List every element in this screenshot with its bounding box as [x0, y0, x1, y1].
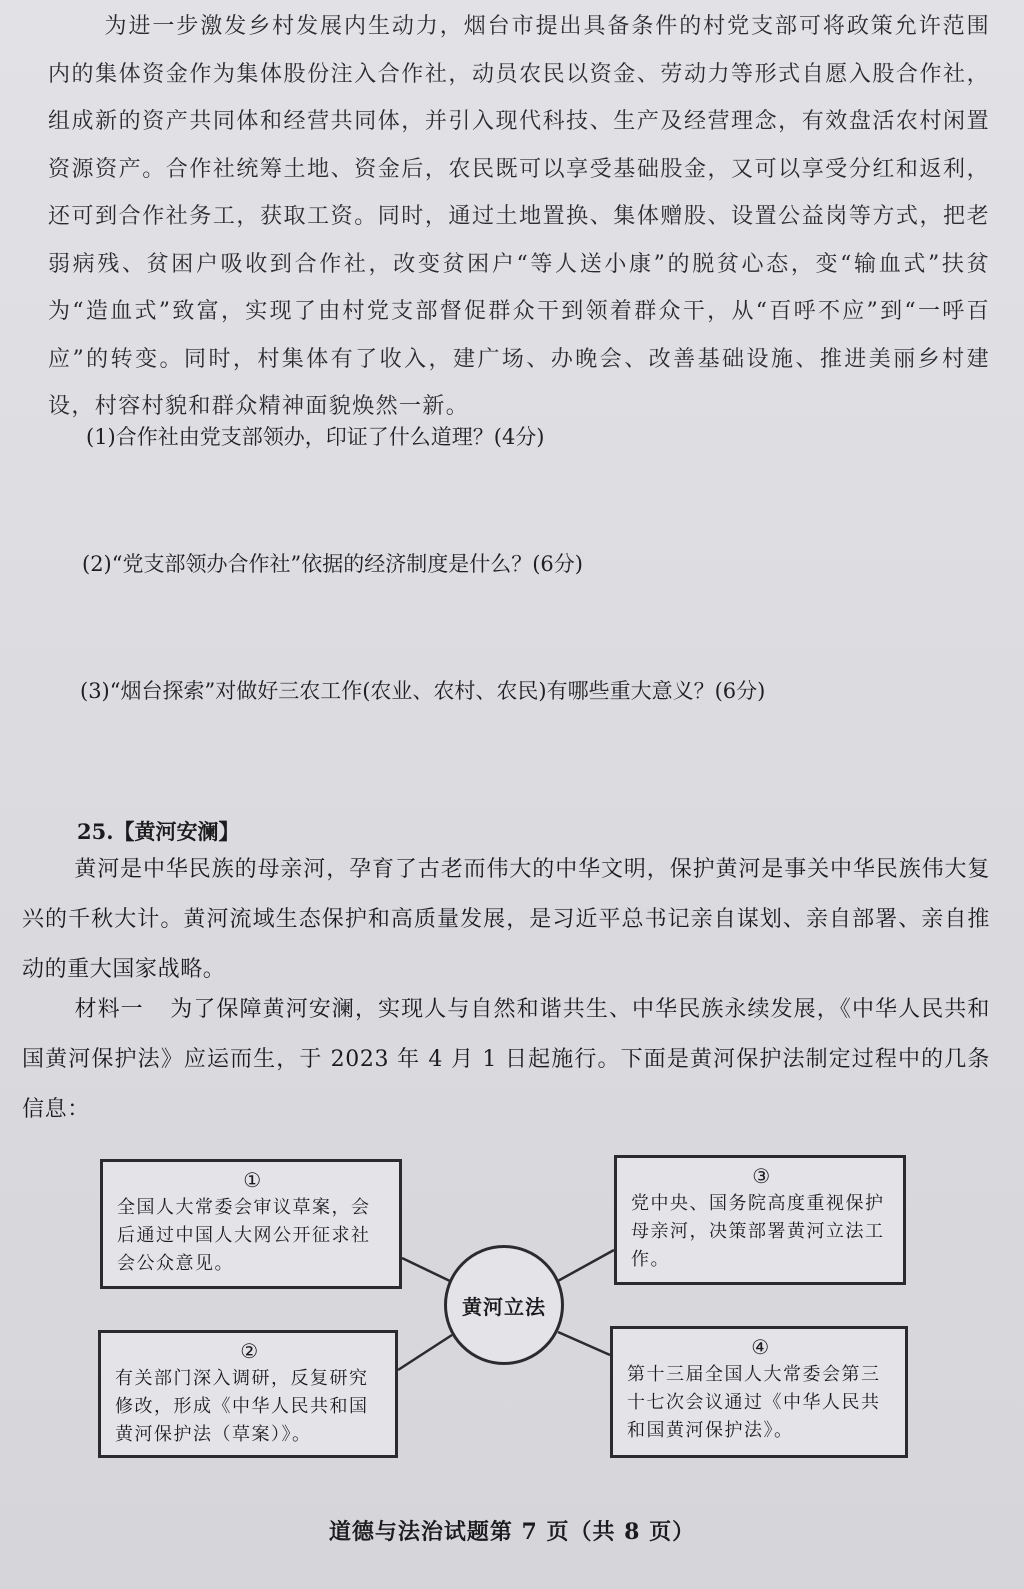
section-heading — [77, 816, 240, 846]
connector-3 — [556, 1250, 614, 1282]
diagram-box-4 — [610, 1326, 908, 1458]
section-intro-text: 黄河是中华民族的母亲河，孕育了古老而伟大的中华文明，保护黄河是事关中华民族伟大复兴的千秋大计。黄河流域生态保护和高质量发展，是习近平总书记亲自谋划、亲自部署、亲自推动的重大国家战略。 — [22, 857, 990, 982]
diagram-box-3 — [614, 1155, 906, 1285]
diagram-center-circle — [444, 1245, 564, 1365]
connector-4 — [558, 1332, 610, 1355]
box-2-text: 有关部门深入调研，反复研究修改，形成《中华人民共和国黄河保护法（草案）》。 — [115, 1368, 369, 1445]
case-paragraph-text: 为进一步激发乡村发展内生动力，烟台市提出具备条件的村党支部可将政策允许范围内的集体资金作为集体股份注入合作社，动员农民以资金、劳动力等形式自愿入股合作社，组成新的资产共同体和经营共同体，并引入现代科技、生产及经营理念，有效盘活农村闲置资源资产。合作社统筹土地、资金后，农民既可以享受基础股金，又可以享受分红和返利，还可到合作社务工，获取工资。同时，通过土地置换、集体赠股、设置公益岗等方式，把老弱病残、贫困户吸收到合作社，改变贫困户“等人送小康”的脱贫心态，变“输血式”扶贫为“造血式”致富，实现了由村党支部督促群众干到领着群众干，从“百呼不应”到“一呼百应”的转变。同时，村集体有了收入，建广场、办晚会、改善基础设施、推进美丽乡村建设，村容村貌和群众精神面貌焕然一新。 — [48, 14, 990, 419]
box-1-number: ① — [243, 1168, 263, 1192]
question-1: (1)合作社由党支部领办，印证了什么道理？(4分) — [86, 425, 545, 449]
section-number: 25. — [77, 819, 114, 844]
connector-2 — [398, 1335, 452, 1370]
box-4-number: ④ — [751, 1335, 771, 1359]
case-paragraph — [48, 3, 990, 431]
material-label: 材料一 — [74, 997, 144, 1022]
diagram-center-label: 黄河立法 — [462, 1294, 546, 1319]
question-2: (2)“党支部领办合作社”依据的经济制度是什么？(6分) — [82, 552, 583, 576]
material-paragraph — [22, 985, 990, 1135]
box-3-text: 党中央、国务院高度重视保护母亲河，决策部署黄河立法工作。 — [631, 1193, 885, 1270]
connector-1 — [402, 1258, 452, 1282]
box-4-text: 第十三届全国人大常委会第三十七次会议通过《中华人民共和国黄河保护法》。 — [627, 1364, 881, 1441]
box-1-text: 全国人大常委会审议草案，会后通过中国人大网公开征求社会公众意见。 — [117, 1197, 371, 1274]
diagram-box-2 — [98, 1330, 398, 1458]
section-intro — [22, 845, 990, 995]
question-3: (3)“烟台探索”对做好三农工作(农业、农村、农民)有哪些重大意义？(6分) — [80, 679, 766, 703]
material-text: 为了保障黄河安澜，实现人与自然和谐共生、中华民族永续发展，《中华人民共和国黄河保护法》应运而生，于 2023 年 4 月 1 日起施行。下面是黄河保护法制定过程中的几条信息： — [22, 997, 990, 1122]
section-title: 【黄河安澜】 — [113, 819, 240, 844]
diagram-box-1 — [100, 1159, 402, 1289]
box-2-number: ② — [240, 1339, 260, 1363]
box-3-number: ③ — [752, 1164, 772, 1188]
page-footer: 道德与法治试题第 7 页（共 8 页） — [328, 1519, 696, 1545]
